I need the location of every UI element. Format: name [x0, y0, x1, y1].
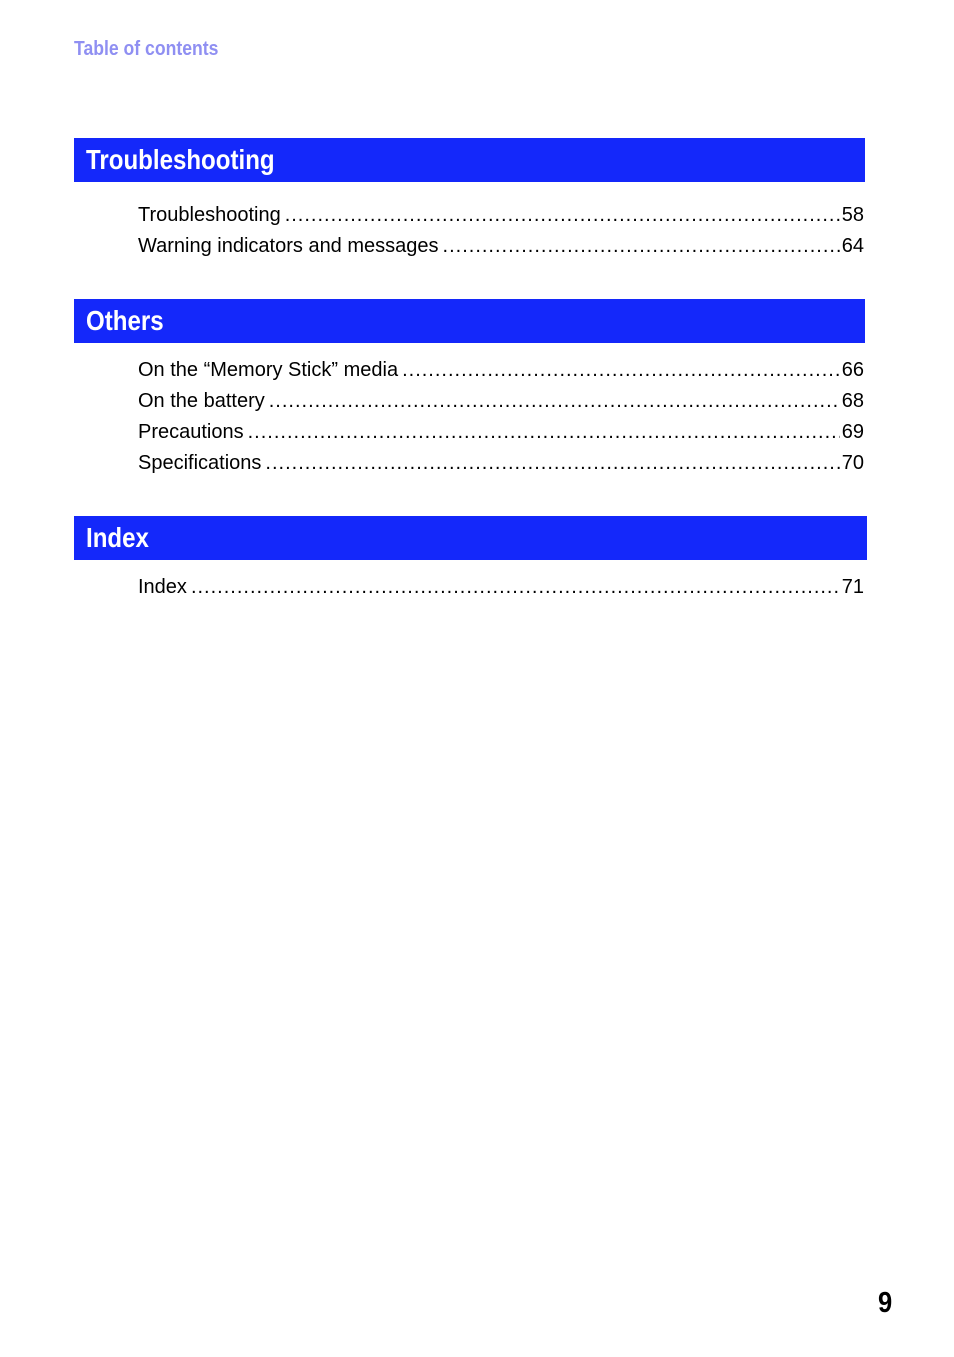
toc-entry-page: 70: [841, 452, 864, 474]
section-header-troubleshooting: [74, 138, 865, 182]
dot-leader: [265, 448, 839, 479]
toc-entry-title: On the battery: [138, 390, 265, 412]
toc-entry[interactable]: [138, 200, 864, 231]
section-header-index: [74, 516, 867, 560]
toc-entry-page: 58: [841, 204, 864, 226]
toc-entry-page: 64: [841, 235, 864, 257]
dot-leader: [269, 386, 840, 417]
page-number: 9: [878, 1287, 893, 1319]
toc-entry-page: 66: [841, 359, 864, 381]
toc-entry-title: Specifications: [138, 452, 262, 474]
running-title: Table of contents: [74, 38, 219, 60]
section-title: Index: [86, 522, 149, 553]
dot-leader: [443, 231, 840, 262]
dot-leader: [285, 200, 840, 231]
dot-leader: [402, 355, 840, 386]
dot-leader: [191, 572, 840, 603]
toc-entry-title: Warning indicators and messages: [138, 235, 439, 257]
toc-entry[interactable]: [138, 355, 864, 386]
toc-list-others: [138, 355, 864, 479]
toc-list-troubleshooting: [138, 200, 864, 262]
toc-entry[interactable]: [138, 386, 864, 417]
section-title: Troubleshooting: [86, 144, 275, 175]
toc-entry-title: Index: [138, 576, 187, 598]
dot-leader: [248, 417, 840, 448]
toc-entry-title: Troubleshooting: [138, 204, 281, 226]
toc-entry[interactable]: [138, 231, 864, 262]
toc-entry-title: On the “Memory Stick” media: [138, 359, 399, 381]
toc-entry[interactable]: [138, 572, 864, 603]
toc-entry-page: 71: [841, 576, 864, 598]
toc-entry[interactable]: [138, 448, 864, 479]
section-header-others: [74, 299, 865, 343]
section-title: Others: [86, 305, 164, 336]
toc-entry-page: 68: [841, 390, 864, 412]
toc-entry[interactable]: [138, 417, 864, 448]
toc-list-index: [138, 572, 864, 603]
toc-entry-page: 69: [841, 421, 864, 443]
toc-entry-title: Precautions: [138, 421, 244, 443]
